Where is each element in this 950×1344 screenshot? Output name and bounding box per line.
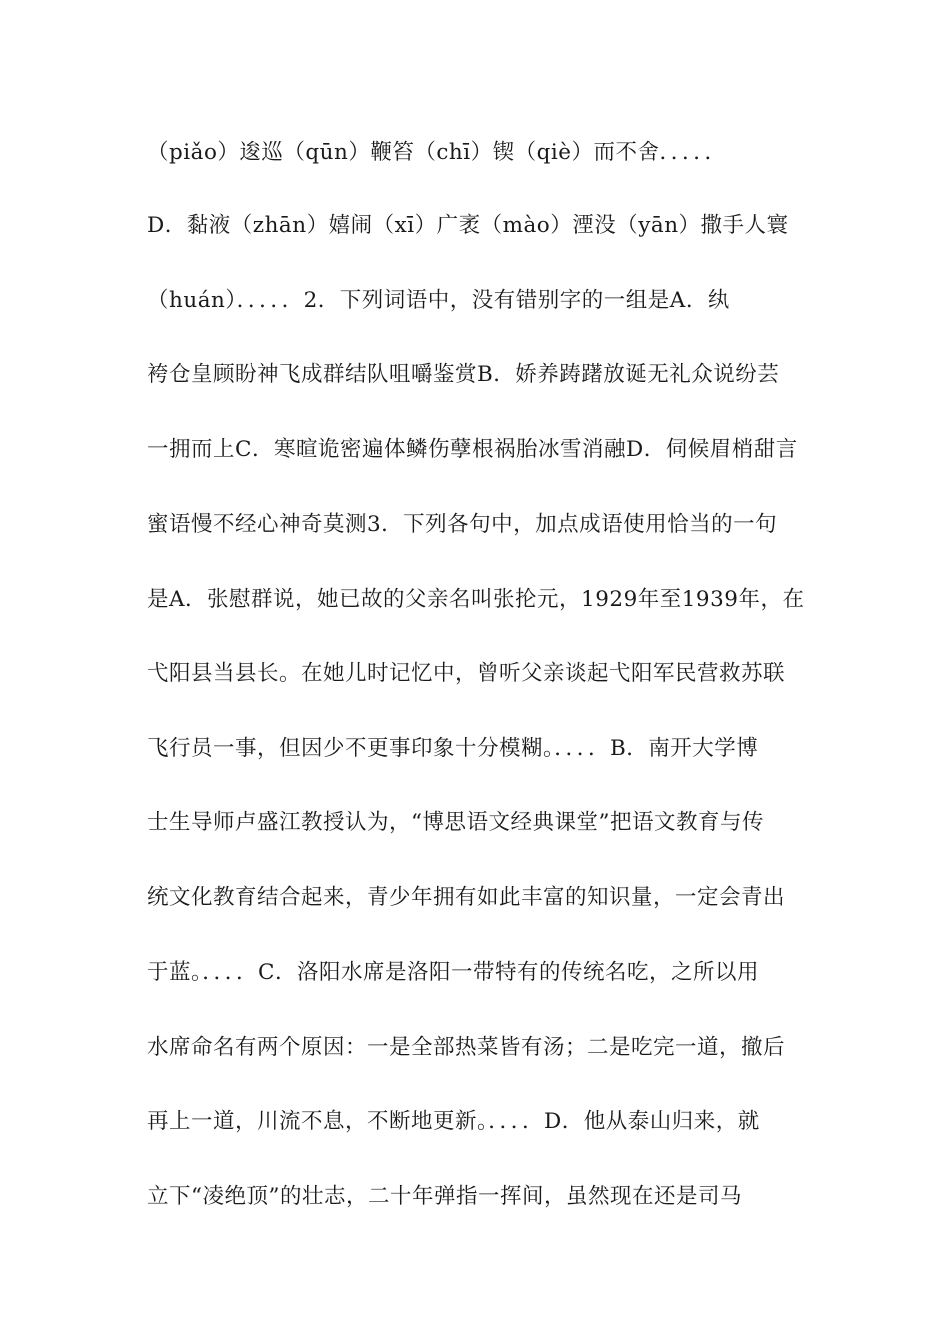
text-line: （huán）．．．．．2．下列词语中，没有错别字的一组是A．纨 <box>147 288 730 313</box>
text-line: （piǎo）逡巡（qūn）鞭笞（chī）锲（qiè）而不舍．．．．． <box>147 140 727 165</box>
text-line: D．黏液（zhān）嬉闹（xī）广袤（mào）湮没（yān）撒手人寰 <box>147 213 789 238</box>
text-line: 再上一道，川流不息，不断地更新。．．．．D．他从泰山归来，就 <box>147 1109 760 1134</box>
text-line: 于蓝。．．．．C．洛阳水席是洛阳一带特有的传统名吃，之所以用 <box>147 960 759 985</box>
text-line: 蜜语慢不经心神奇莫测3．下列各句中，加点成语使用恰当的一句 <box>147 512 778 537</box>
text-line: 是A．张慰群说，她已故的父亲名叫张抡元，1929年至1939年，在 <box>147 587 805 612</box>
text-line: 水席命名有两个原因：一是全部热菜皆有汤；二是吃完一道，撤后 <box>147 1035 786 1060</box>
text-line: 飞行员一事，但因少不更事印象十分模糊。．．．．B．南开大学博 <box>147 736 759 761</box>
text-line: 士生导师卢盛江教授认为，“博思语文经典课堂”把语文教育与传 <box>147 810 764 835</box>
text-line: 立下“凌绝顶”的壮志，二十年弹指一挥间，虽然现在还是司马 <box>147 1184 742 1209</box>
text-line: 一拥而上C．寒暄诡密遍体鳞伤孽根祸胎冰雪消融D．伺候眉梢甜言 <box>147 437 798 462</box>
text-line: 统文化教育结合起来，青少年拥有如此丰富的知识量，一定会青出 <box>147 885 786 910</box>
text-line: 袴仓皇顾盼神飞成群结队咀嚼鉴赏B．娇养踌躇放诞无礼众说纷芸 <box>147 362 780 387</box>
text-line: 弋阳县当县长。在她儿时记忆中，曾听父亲谈起弋阳军民营救苏联 <box>147 661 786 686</box>
